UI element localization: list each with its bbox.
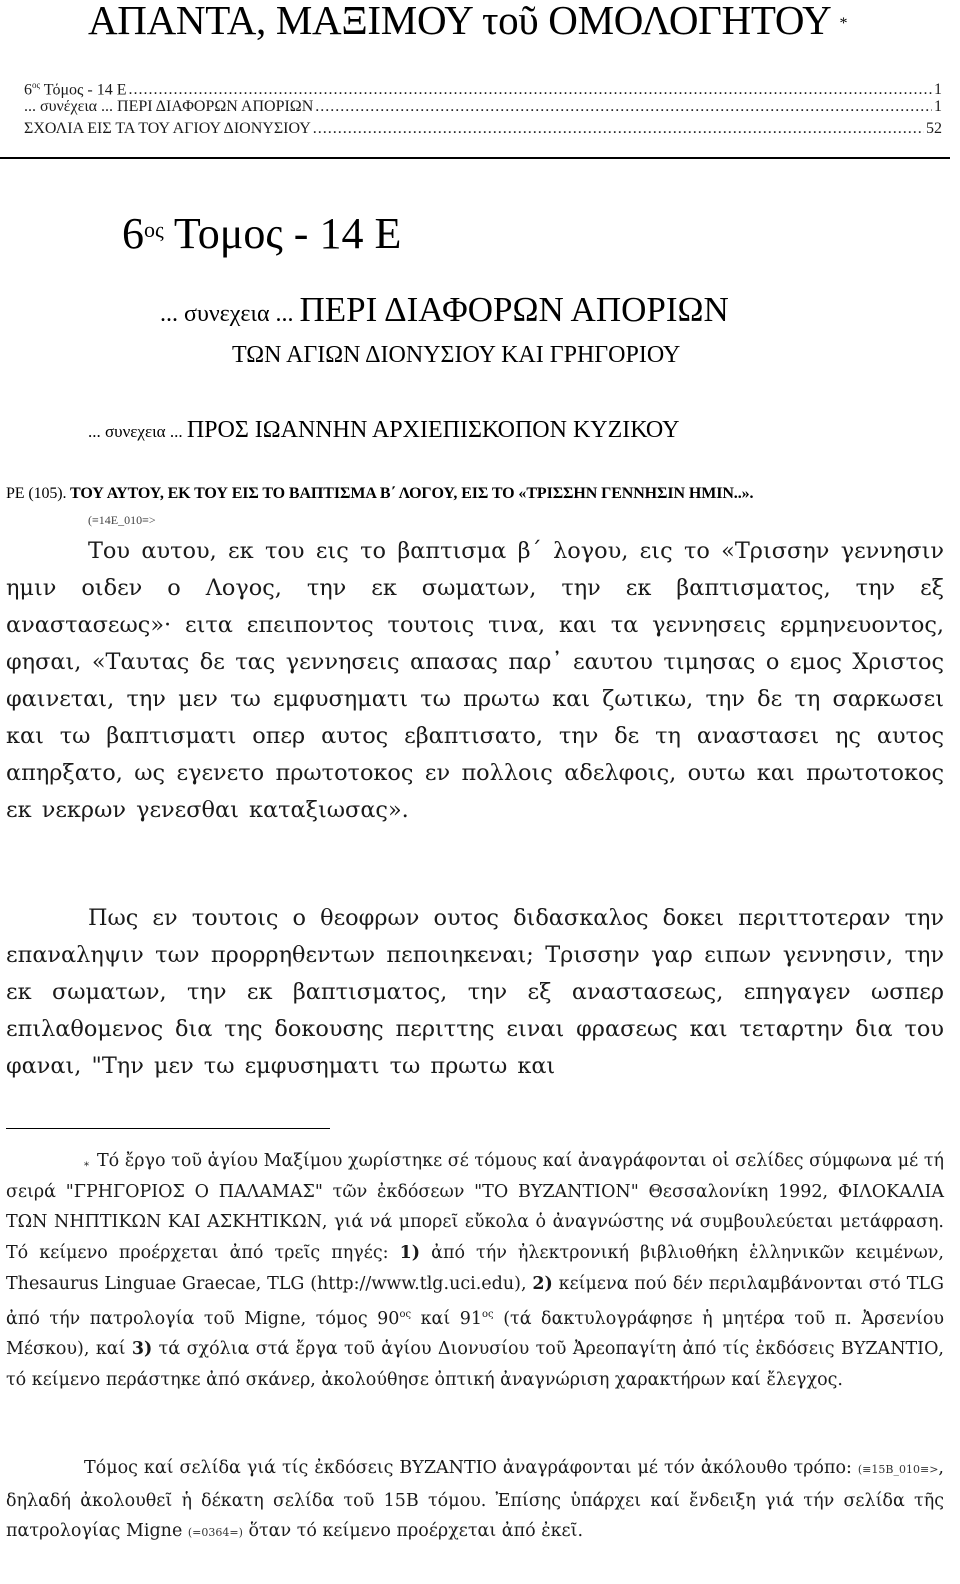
body-paragraph: Του αυτου, εκ του εις το βαπτισμα β΄ λογου, εις το «Τρισσην γεννησιν ημιν οιδεν ο Λογος, την εκ σωματων, την εκ βαπτισματος, την εξ αναστασεως»· ειτα επειποντος τουτοις τινα, και τα γεννησεις ερμηνευοντος, φησαι, «Ταυτας δε τας γεννησεις απασας παρ᾽ εαυτου τιμησας ο εμος Χριστος φαινεται, την μεν τω εμφυσηματι τω πρωτω και ζωτικω, την δε τη σαρκωσει και τω βαπτισματι οπερ αυτος εβαπτισατο, την δε τη αναστασει ης αυτος απηρξατο, ως εγενετο πρωτοτοκος εν πολλοις αδελφοις, ουτω και πρωτοτοκος εκ νεκρων γενεσθαι καταξιωσας». (6, 538, 944, 823)
document-title (88, 0, 848, 43)
footnote-source-number: 1) (399, 1243, 421, 1264)
footnote-text: Τό ἔργο τοῦ ἁγίου Μαξίμου χωρίστηκε σέ τόμους καί ἀναγράφονται οἱ σελίδες σύμφωνα μέ τή σειρά "ΓΡΗΓΟΡΙΟΣ Ο ΠΑΛΑΜΑΣ" τῶν ἐκδόσεων "ΤΟ ΒΥΖΑΝΤΙΟΝ" Θεσσαλονίκη 1992, ΦΙΛΟΚΑΛΙΑ ΤΩΝ ΝΗΠΤΙΚΩΝ ΚΑΙ ΑΣΚΗΤΙΚΩΝ, γιά νά μπορεῖ εὔκολα ὁ ἀναγνώστης νά συμβουλεύεται μετάφραση. Τό κείμενο προέρχεται ἀπό τρεῖς πηγές: (6, 1151, 944, 1264)
section-heading (160, 288, 729, 336)
toc-page-number: 1 (934, 81, 942, 99)
footnote-reference-example: (=0364=) (187, 1526, 243, 1540)
toc-entry-label: ΣΧΟΛΙΑ ΕΙΣ ΤΑ ΤΟΥ ΑΓΙΟΥ ΔΙΟΝΥΣΙΟΥ (24, 120, 311, 137)
volume-heading-text: Τομος - 14 Ε (163, 209, 402, 258)
footnote-paragraph (6, 1453, 944, 1549)
toc-entry-sup: ος (32, 80, 41, 90)
toc-page-number: 52 (926, 120, 942, 137)
subsection-continued-label: ... συνεχεια ... (88, 422, 187, 441)
footnote-ordinal: ος (399, 1308, 412, 1320)
volume-heading (122, 206, 401, 262)
page-reference-marker: (≡14Ε_010≡> (88, 513, 156, 527)
document-title-text: ΑΠΑΝΤΑ, ΜΑΞΙΜΟΥ τοῦ ΟΜΟΛΟΓΗΤΟΥ (88, 0, 832, 43)
toc-entry-text: Τόμος - 14 Ε (40, 81, 127, 99)
body-paragraph: Πως εν τουτοις ο θεοφρων ουτος διδασκαλος δοκει περιττοτεραν την επαναληψιν των προρρηθεντων πεποιηκεναι; Τρισσην γαρ ειπων γεννησιν, την εκ σωματων, την εκ βαπτισματος, την εξ αναστασεως, επηγαγεν ωσπερ επιλαθομενος δια της δοκουσης περιττης ειναι φρασεως και τεταρτην δια του φαναι, "Την μεν τω εμφυσηματι τω πρωτω και (6, 905, 944, 1079)
volume-ordinal: ος (144, 217, 164, 242)
title-footnote-marker: * (839, 15, 848, 32)
volume-number: 6 (122, 209, 144, 258)
footnote-text: καί 91 (411, 1308, 483, 1329)
subsection-heading (88, 414, 679, 448)
toc-page-number: 1 (934, 98, 942, 115)
footnote-text: τά σχόλια στά ἔργα τοῦ ἁγίου Διονυσίου τοῦ Ἀρεοπαγίτη ἀπό τίς ἐκδόσεις ΒΥΖΑΝΤΙΟ, τό κείμενο περάστηκε ἀπό σκάνερ, ἀκολούθησε ὀπτική ἀναγνώριση χαρακτήρων καί ἔλεγχος. (6, 1339, 944, 1390)
footnote-divider (6, 1128, 330, 1129)
chapter-number: ΡΕ (105). (6, 485, 67, 502)
toc-entry-volume[interactable] (24, 74, 942, 99)
chapter-title: ΤΟΥ ΑΥΤΟΥ, ΕΚ ΤΟΥ ΕΙΣ ΤΟ ΒΑΠΤΙΣΜΑ Β΄ ΛΟΓΟΥ, ΕΙΣ ΤΟ «ΤΡΙΣΣΗΝ ΓΕΝΝΗΣΙΝ ΗΜΙΝ..». (66, 485, 754, 502)
toc-leader-dots (315, 96, 932, 118)
section-title: ΠΕΡΙ ΔΙΑΦΟΡΩΝ ΑΠΟΡΙΩΝ (299, 290, 729, 329)
toc-entry-label: ... συνέχεια ... ΠΕΡΙ ΔΙΑΦΟΡΩΝ ΑΠΟΡΙΩΝ (24, 98, 314, 115)
subsection-title: ΠΡΟΣ ΙΩΑΝΝΗΝ ΑΡΧΙΕΠΙΣΚΟΠΟΝ ΚΥΖΙΚΟΥ (186, 417, 680, 443)
footnote-text: ἀπό τήν ἠλεκτρονική βιβλιοθήκη ἑλληνικῶν κειμένων, Thesaurus Linguae Graecae, TLG (http://www.tlg.uci.edu), (6, 1243, 944, 1294)
footnote-text: (τά δακτυλογράφησε ἡ μητέρα τοῦ π. Ἀρσενίου Μέσκου), καί (6, 1308, 945, 1360)
footnote-text: , δηλαδή ἀκολουθεῖ ἡ δέκατη σελίδα τοῦ 15Β τόμου. Ἐπίσης ὑπάρχει καί ἔνδειξη γιά τήν σελίδα τῆς πατρολογίας Migne (6, 1458, 944, 1542)
footnote-ordinal: ος (482, 1308, 494, 1320)
toc-entry-number: 6 (24, 81, 32, 99)
footnote-marker: * (84, 1161, 89, 1172)
section-subtitle: ΤΩΝ ΑΓΙΩΝ ΔΙΟΝΥΣΙΟΥ ΚΑΙ ΓΡΗΓΟΡΙΟΥ (232, 342, 681, 368)
section-divider (0, 157, 950, 159)
footnote-paragraph (6, 1146, 944, 1395)
footnote-source-number: 3) (131, 1339, 153, 1360)
toc-leader-dots (313, 118, 924, 140)
toc-entry-scholia[interactable] (24, 118, 942, 140)
footnote-text: ὅταν τό κείμενο προέρχεται ἀπό ἐκεῖ. (242, 1521, 584, 1542)
chapter-heading (6, 482, 753, 506)
footnote-text: κείμενα πού δέν περιλαμβάνονται στό TLG ἀπό τήν πατρολογία τοῦ Migne, τόμος 90 (6, 1273, 944, 1329)
footnote-source-number: 2) (532, 1273, 553, 1294)
toc-entry-section[interactable] (24, 96, 942, 118)
section-continued-label: ... συνεχεια ... (160, 301, 300, 327)
footnote-reference-example: (≡15Β_010≡> (857, 1463, 939, 1476)
footnote-text: Τόμος καί σελίδα γιά τίς ἐκδόσεις ΒΥΖΑΝΤΙΟ ἀναγράφονται μέ τόν ἀκόλουθο τρόπο: (84, 1458, 858, 1478)
